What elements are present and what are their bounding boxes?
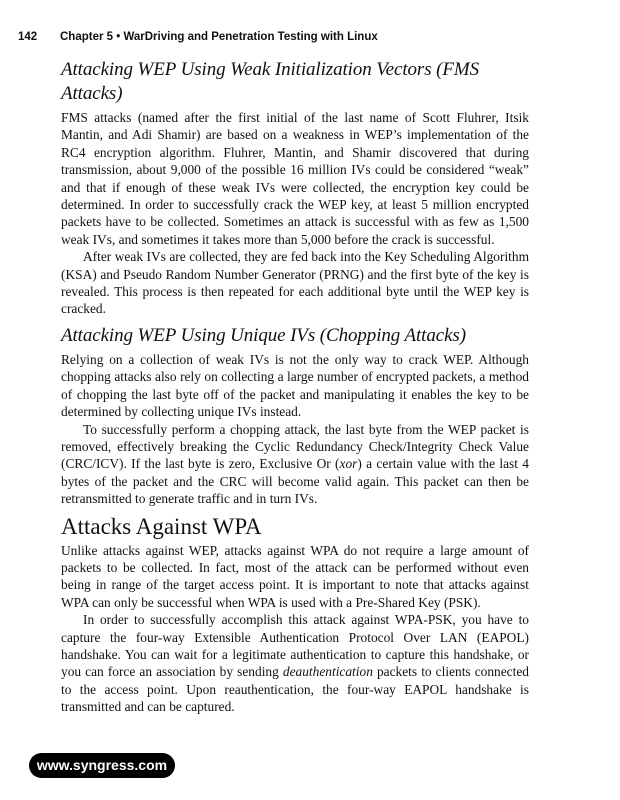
emphasis: xor xyxy=(339,456,358,472)
text-run: ) a certain value with the last 4 bytes of the packet and the CRC will become valid again. This packet can then be retransmitted to generate traffic and in turn IVs. xyxy=(61,456,529,507)
paragraph: Relying on a collection of weak IVs is not the only way to crack WEP. Although chopping attacks also rely on collecting a large number of encrypted packets, a method of chopping the last byte off of the packet and manipulating it enables the key to be determined by collecting unique IVs instead. xyxy=(61,351,529,420)
text-run: packets to clients connected to the access point. Upon reauthentication, the four-way EAPOL handshake is transmitted and can be captured. xyxy=(61,664,529,715)
section-heading: Attacking WEP Using Weak Initialization Vectors (FMS Attacks) xyxy=(61,59,480,104)
section-heading: Attacking WEP Using Unique IVs (Chopping Attacks) xyxy=(61,324,466,346)
paragraph: After weak IVs are collected, they are fed back into the Key Scheduling Algorithm (KSA) and Pseudo Random Number Generator (PRNG) and the first byte of the key is revealed. This process is then repeated for each additional byte until the WEP key is cracked. xyxy=(61,249,529,317)
emphasis: deauthentication xyxy=(282,664,373,680)
page-number: 142 xyxy=(18,31,38,43)
section-fms-attacks xyxy=(61,58,529,318)
page-body xyxy=(61,58,529,722)
section-wpa-attacks xyxy=(61,514,529,716)
section-heading: Attacks Against WPA xyxy=(61,513,262,539)
text-run: To successfully perform a chopping attack, the last byte from the WEP packet is removed, effectively breaking the Cyclic Redundancy Check/Integrity Check Value (CRC/ICV). If the last byte is zero, Exclusive Or ( xyxy=(61,421,529,472)
section-chopping-attacks xyxy=(61,324,529,508)
text-run: In order to successfully accomplish this attack against WPA-PSK, you have to capture the four-way Extensible Authentication Protocol Over LAN (EAPOL) handshake. You can wait for a legitimate authentication to capture this handshake, or you can force an association by sending xyxy=(61,612,529,680)
paragraph: FMS attacks (named after the first initial of the last name of Scott Fluhrer, Itsik Mantin, and Adi Shamir) are based on a weakness in WEP’s implementation of the RC4 encryption algorithm. Fluhrer, Mantin, and Shamir discovered that during transmission, about 9,000 of the possible 16 million IVs could be considered “weak” and that if enough of these weak IVs were collected, the encryption key could be determined. In order to successfully crack the WEP key, at least 5 million encrypted packets have to be collected. Sometimes an attack is successful with as few as 1,500 weak IVs, and sometimes it takes more than 5,000 before the crack is successful. xyxy=(61,110,529,247)
running-head xyxy=(18,31,598,43)
paragraph xyxy=(61,421,529,508)
paragraph xyxy=(61,611,529,715)
paragraph: Unlike attacks against WEP, attacks against WPA do not require a large amount of packets to be collected. In fact, most of the attack can be performed without even being in range of the target access point. It is important to note that attacks against WPA can only be successful when WPA is used with a Pre-Shared Key (PSK). xyxy=(61,542,529,610)
chapter-title: Chapter 5 • WarDriving and Penetration Testing with Linux xyxy=(60,31,378,43)
publisher-url-badge: www.syngress.com xyxy=(29,753,175,778)
